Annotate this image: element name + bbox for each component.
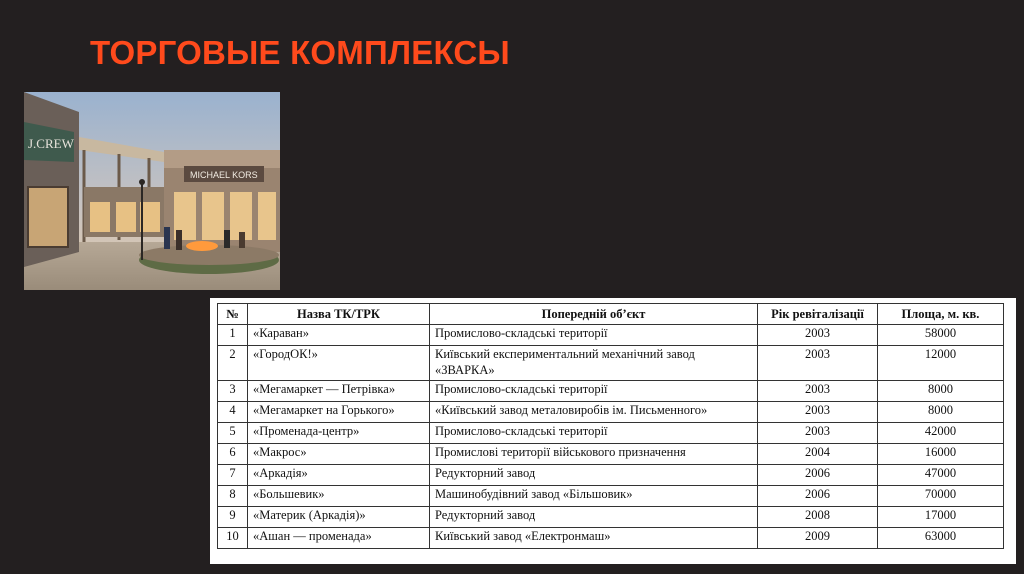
row-previous: Машинобудівний завод «Більшовик» (430, 486, 758, 507)
row-number: 5 (218, 423, 248, 444)
table-row (218, 423, 1004, 444)
table-row (218, 507, 1004, 528)
row-previous: Київський завод «Електронмаш» (430, 528, 758, 549)
row-previous: Київський експериментальний механічний завод «ЗВАРКА» (430, 346, 758, 381)
row-number: 7 (218, 465, 248, 486)
row-area: 42000 (878, 423, 1004, 444)
row-year: 2003 (758, 381, 878, 402)
row-area: 16000 (878, 444, 1004, 465)
row-previous: «Київський завод металовиробів ім. Письменного» (430, 402, 758, 423)
revitalization-table (217, 303, 1004, 549)
header-name: Назва ТК/ТРК (248, 304, 430, 325)
row-name: «Аркадія» (248, 465, 430, 486)
sign-right: MICHAEL KORS (190, 170, 258, 180)
row-year: 2003 (758, 346, 878, 381)
row-name: «Материк (Аркадія)» (248, 507, 430, 528)
row-number: 6 (218, 444, 248, 465)
row-name: «Мегамаркет — Петрівка» (248, 381, 430, 402)
row-previous: Промислові території військового призначення (430, 444, 758, 465)
header-year: Рік ревіталізації (758, 304, 878, 325)
row-name: «ГородОК!» (248, 346, 430, 381)
table-row (218, 381, 1004, 402)
table-header-row (218, 304, 1004, 325)
row-year: 2006 (758, 486, 878, 507)
row-number: 8 (218, 486, 248, 507)
row-year: 2003 (758, 325, 878, 346)
row-previous: Редукторний завод (430, 465, 758, 486)
row-year: 2009 (758, 528, 878, 549)
row-area: 70000 (878, 486, 1004, 507)
table-row (218, 444, 1004, 465)
header-area: Площа, м. кв. (878, 304, 1004, 325)
row-area: 47000 (878, 465, 1004, 486)
row-year: 2003 (758, 423, 878, 444)
row-name: «Променада-центр» (248, 423, 430, 444)
row-name: «Ашан — променада» (248, 528, 430, 549)
row-number: 10 (218, 528, 248, 549)
row-area: 8000 (878, 381, 1004, 402)
row-name: «Большевик» (248, 486, 430, 507)
sign-left: J.CREW (28, 136, 74, 151)
row-year: 2008 (758, 507, 878, 528)
row-name: «Караван» (248, 325, 430, 346)
table-row (218, 486, 1004, 507)
row-number: 4 (218, 402, 248, 423)
row-year: 2006 (758, 465, 878, 486)
table-row (218, 402, 1004, 423)
table-row (218, 325, 1004, 346)
table-row (218, 346, 1004, 381)
row-area: 8000 (878, 402, 1004, 423)
mall-illustration (24, 92, 280, 290)
row-previous: Редукторний завод (430, 507, 758, 528)
row-area: 12000 (878, 346, 1004, 381)
row-year: 2003 (758, 402, 878, 423)
row-number: 1 (218, 325, 248, 346)
row-area: 58000 (878, 325, 1004, 346)
row-previous: Промислово-складські території (430, 325, 758, 346)
row-number: 9 (218, 507, 248, 528)
row-number: 2 (218, 346, 248, 381)
row-previous: Промислово-складські території (430, 423, 758, 444)
table-row (218, 465, 1004, 486)
row-name: «Мегамаркет на Горького» (248, 402, 430, 423)
row-year: 2004 (758, 444, 878, 465)
revitalization-table-panel (210, 298, 1016, 564)
row-number: 3 (218, 381, 248, 402)
table-row (218, 528, 1004, 549)
header-number: № (218, 304, 248, 325)
row-area: 17000 (878, 507, 1004, 528)
row-previous: Промислово-складські території (430, 381, 758, 402)
shopping-mall-photo (24, 92, 280, 290)
header-previous-object: Попередній об’єкт (430, 304, 758, 325)
slide-title: ТОРГОВЫЕ КОМПЛЕКСЫ (90, 34, 510, 71)
row-area: 63000 (878, 528, 1004, 549)
row-name: «Макрос» (248, 444, 430, 465)
